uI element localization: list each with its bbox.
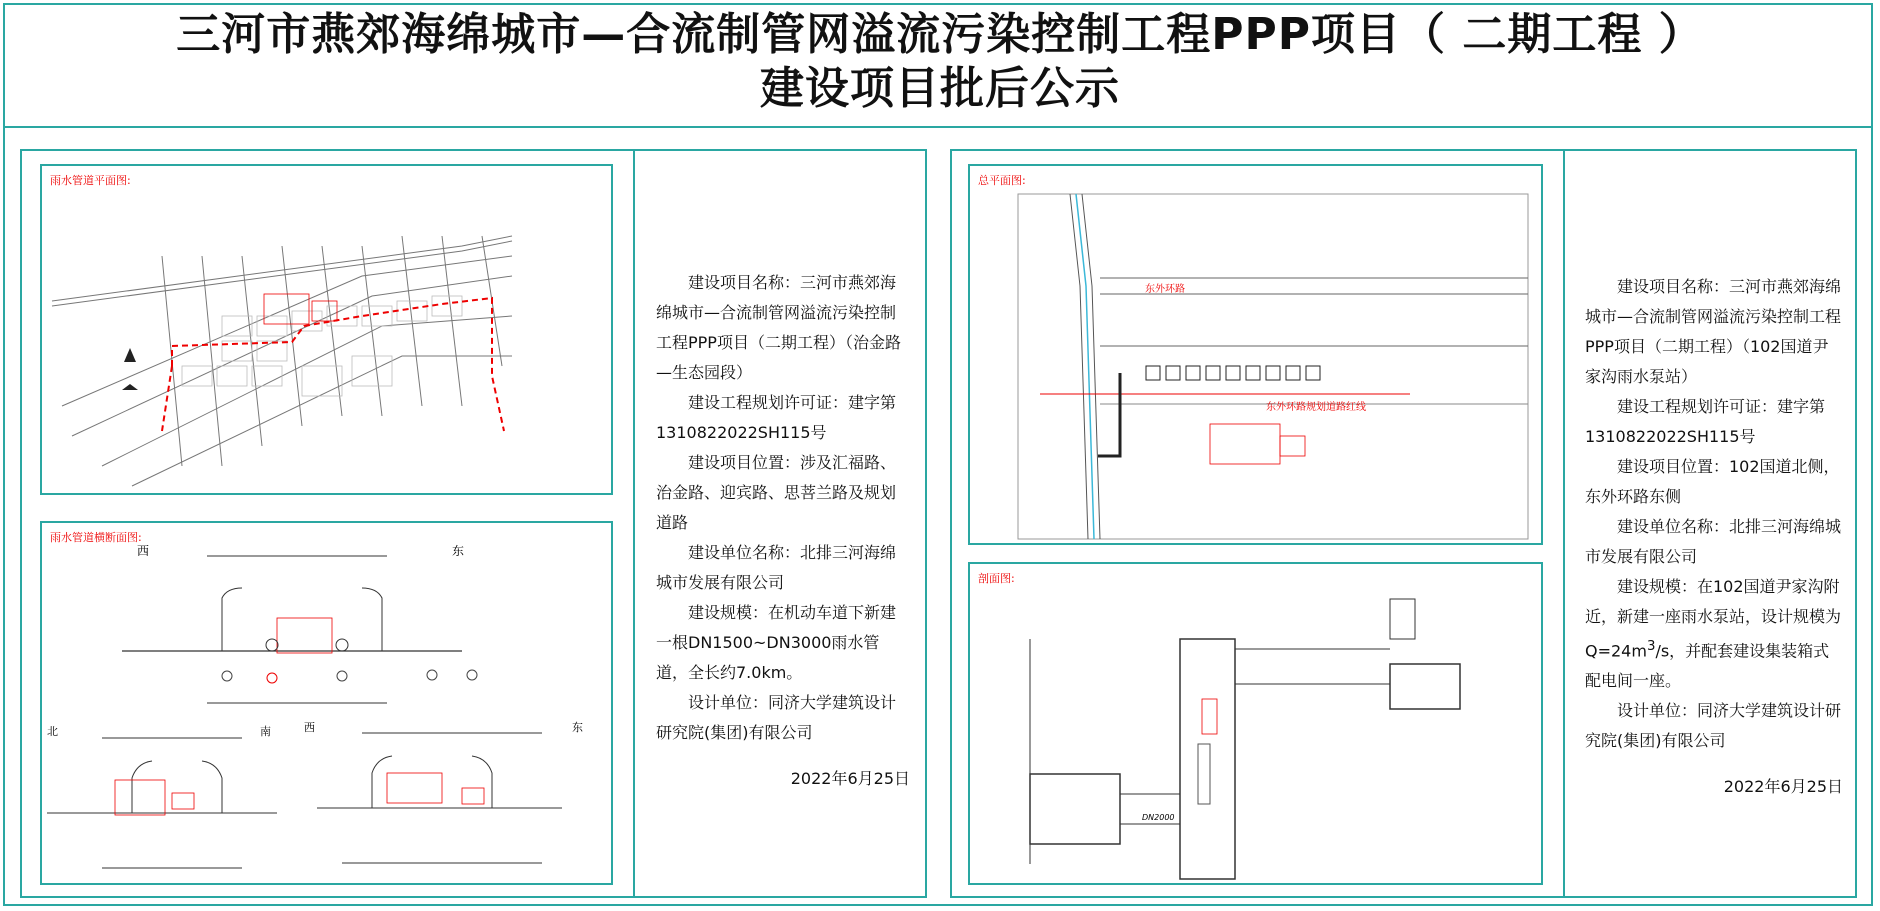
label-west: 西 xyxy=(137,544,150,558)
label-west-2: 西 xyxy=(304,721,315,734)
right-panel-divider xyxy=(1563,149,1565,898)
section-drawing xyxy=(968,562,1543,885)
rain-pipe-section-drawing xyxy=(42,523,613,885)
rain-pipe-section-caption: 雨水管道横断面图: xyxy=(50,531,142,544)
left-scale: 建设规模：在机动车道下新建一根DN1500~DN3000雨水管道，全长约7.0km。 xyxy=(656,603,897,682)
label-east: 东 xyxy=(452,544,465,558)
site-plan xyxy=(968,164,1543,545)
label-east-ring-road: 东外环路 xyxy=(1145,284,1185,295)
label-north: 北 xyxy=(47,725,58,738)
label-east-2: 东 xyxy=(572,721,583,734)
right-scale-suffix: /s，并配套建设集装箱式配电间一座。 xyxy=(1585,641,1830,691)
right-info xyxy=(1585,272,1843,802)
label-south: 南 xyxy=(260,725,271,738)
label-red-line: 东外环路规划道路红线 xyxy=(1266,402,1366,413)
left-panel-divider xyxy=(633,149,635,898)
left-project-name: 建设项目名称：三河市燕郊海绵城市—合流制管网溢流污染控制工程PPP项目（二期工程）（治金路—生态园段） xyxy=(656,273,901,382)
right-scale xyxy=(1585,572,1843,696)
right-unit: 建设单位名称：北排三河海绵城市发展有限公司 xyxy=(1585,517,1842,566)
right-location: 建设项目位置：102国道北侧，东外环路东侧 xyxy=(1585,457,1840,506)
section-caption: 剖面图: xyxy=(978,572,1015,585)
pump-station-section xyxy=(970,564,1543,885)
right-designer: 设计单位：同济大学建筑设计研究院(集团)有限公司 xyxy=(1585,701,1842,751)
right-permit: 建设工程规划许可证：建字第1310822022SH115号 xyxy=(1585,397,1826,446)
left-date: 2022年6月25日 xyxy=(790,769,910,788)
title-line-1: 三河市燕郊海绵城市—合流制管网溢流污染控制工程PPP项目（ 二期工程 ） xyxy=(176,9,1704,60)
rain-pipe-plan-caption: 雨水管道平面图: xyxy=(50,174,131,187)
rain-pipe-section xyxy=(40,521,613,885)
title-line-2: 建设项目批后公示 xyxy=(760,63,1120,114)
left-permit: 建设工程规划许可证：建字第1310822022SH115号 xyxy=(656,393,897,442)
label-dn2000: DN2000 xyxy=(1142,813,1175,822)
rain-pipe-plan xyxy=(40,164,613,495)
left-info xyxy=(656,268,910,794)
right-date: 2022年6月25日 xyxy=(1723,777,1843,797)
rain-pipe-plan-drawing xyxy=(42,166,613,495)
right-project-name: 建设项目名称：三河市燕郊海绵城市—合流制管网溢流污染控制工程PPP项目（二期工程）（102国道尹家沟雨水泵站） xyxy=(1585,277,1842,386)
left-location: 建设项目位置：涉及汇福路、治金路、迎宾路、思菩兰路及规划道路 xyxy=(656,453,897,532)
site-plan-caption: 总平面图: xyxy=(978,174,1026,187)
left-designer: 设计单位：同济大学建筑设计研究院(集团)有限公司 xyxy=(656,693,897,742)
title-divider xyxy=(3,126,1873,128)
left-unit: 建设单位名称：北排三河海绵城市发展有限公司 xyxy=(656,543,897,592)
right-scale-prefix: 建设规模：在102国道尹家沟附近，新建一座雨水泵站，设计规模为Q=24m xyxy=(1585,577,1842,661)
site-plan-drawing xyxy=(970,166,1543,545)
page-title xyxy=(0,8,1880,116)
right-scale-sup: 3 xyxy=(1646,639,1656,654)
